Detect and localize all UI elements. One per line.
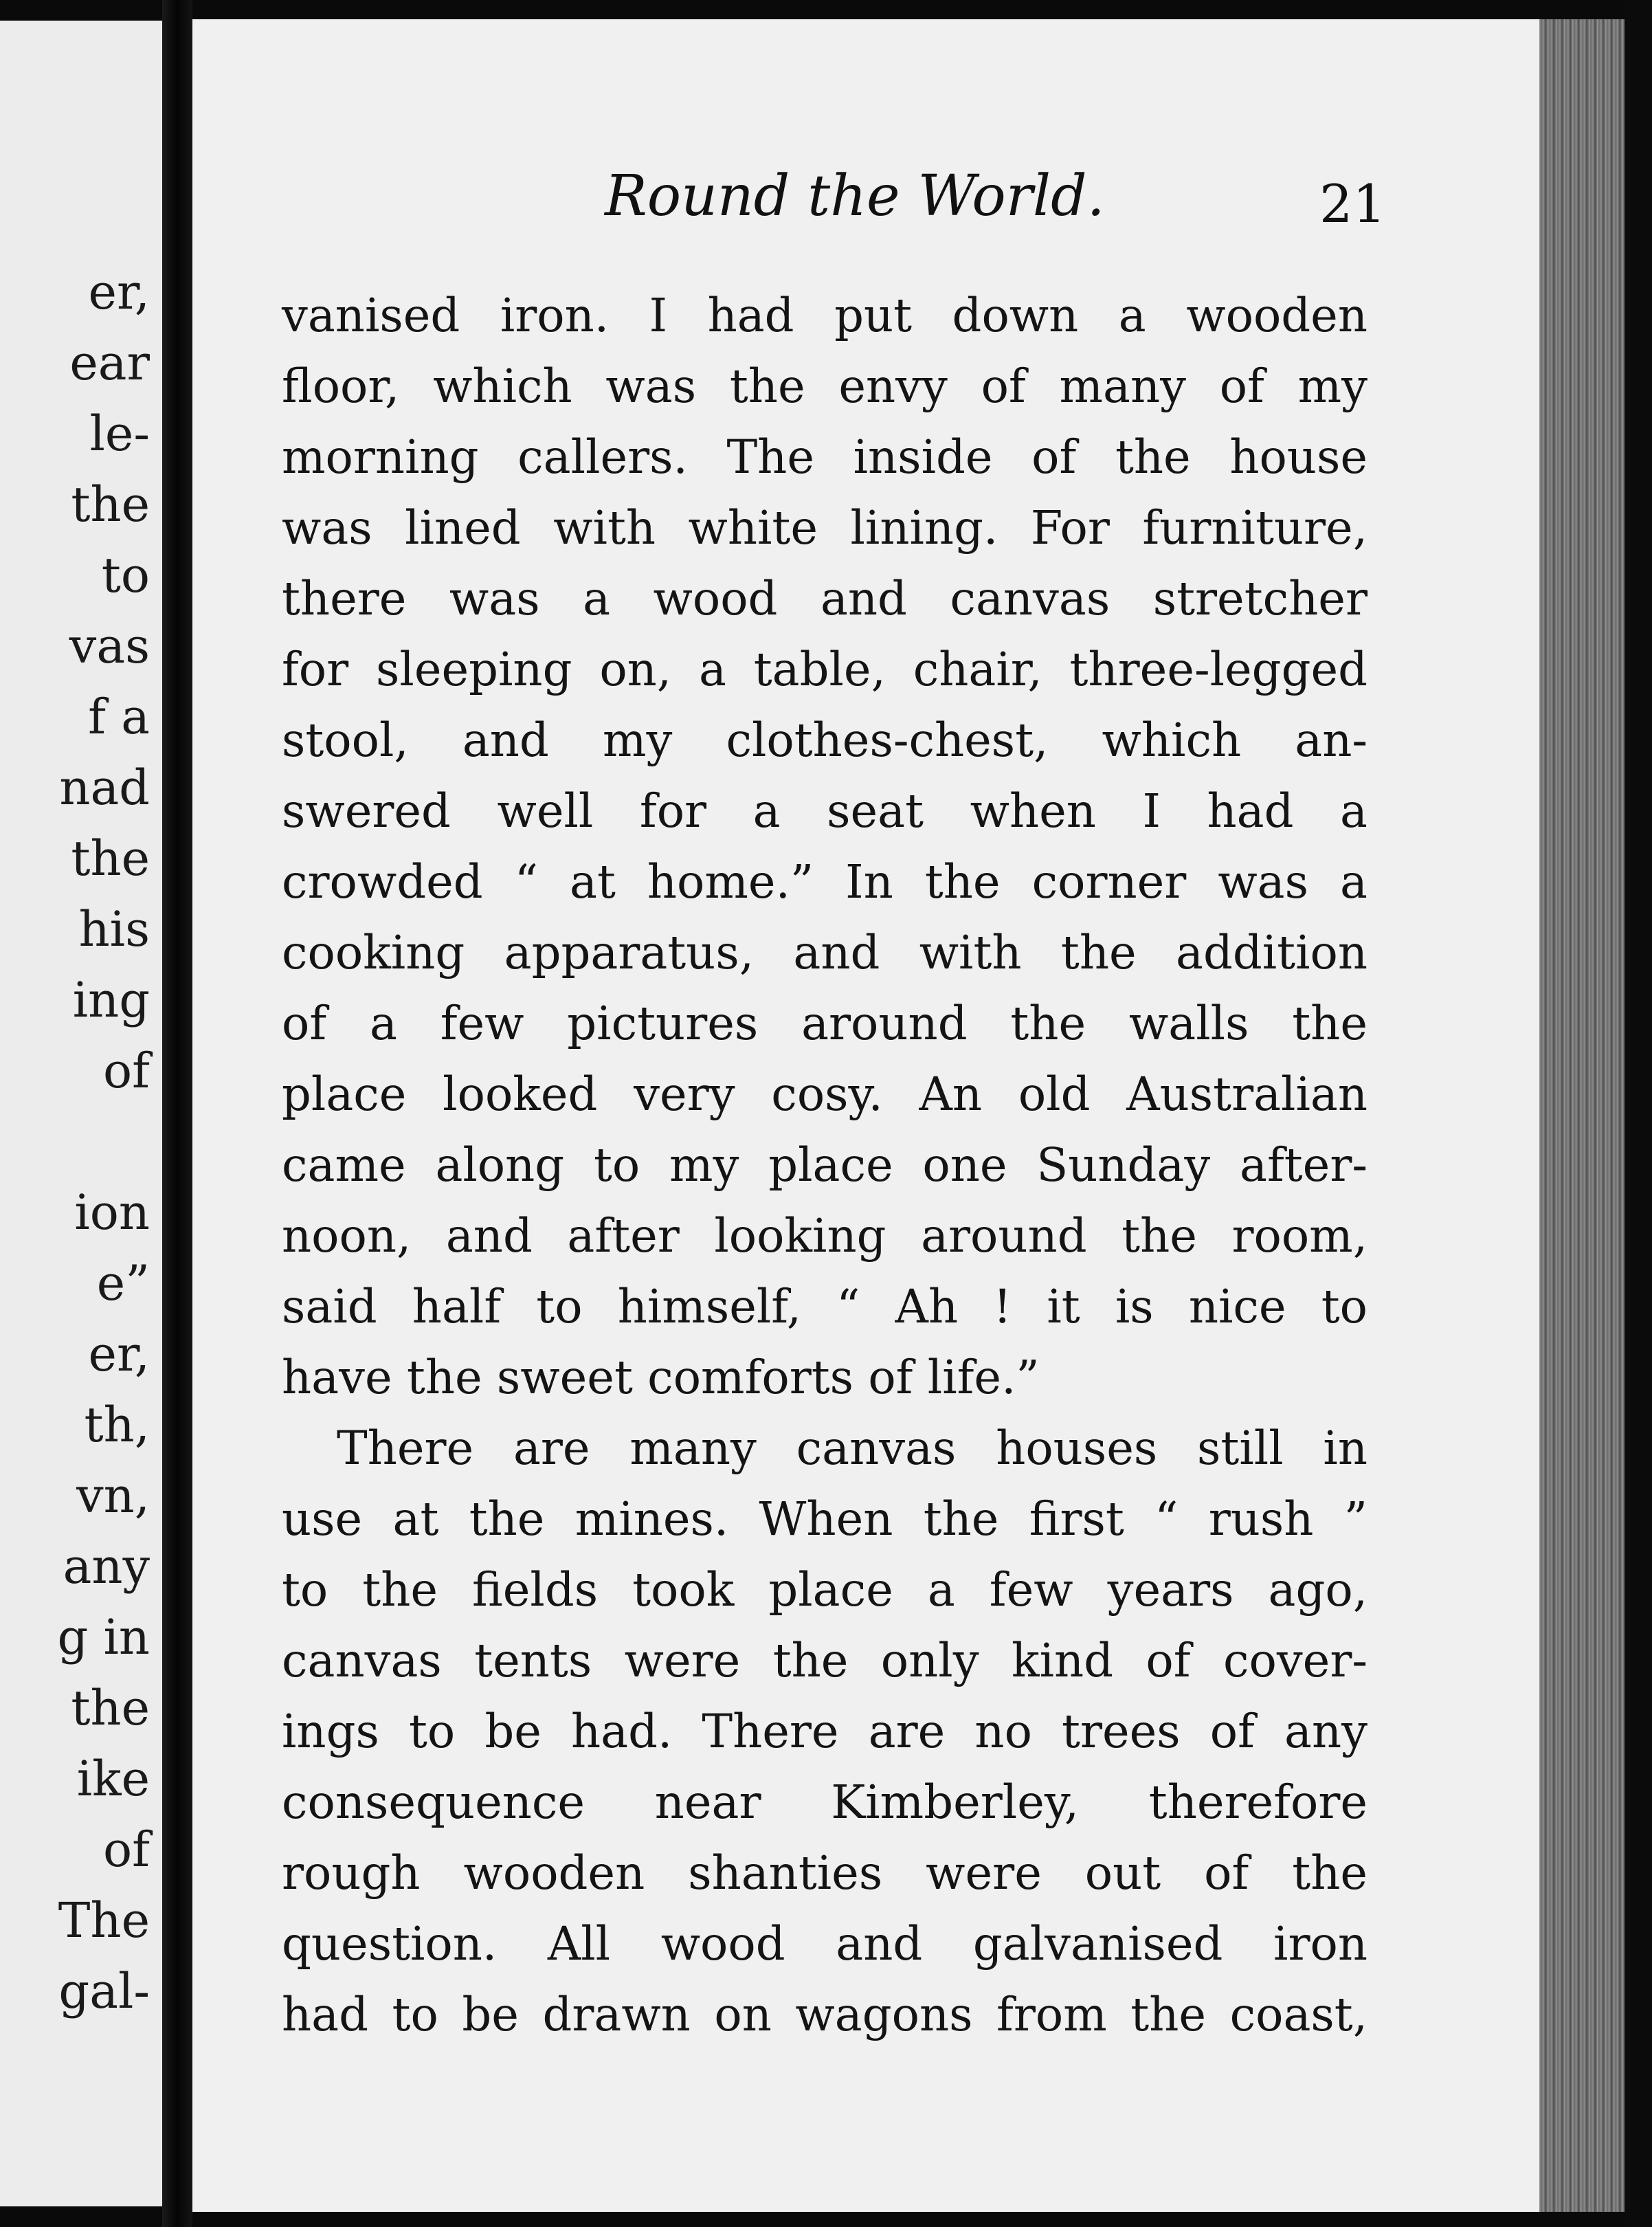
text-line: of a few pictures around the walls the (282, 997, 1368, 1050)
previous-page-fragment (0, 21, 162, 2206)
book-gutter (162, 0, 192, 2227)
previous-page-line: The (58, 1892, 150, 1949)
previous-page-line: of (102, 1043, 150, 1099)
previous-page-line: the (71, 1680, 150, 1736)
previous-page-line: nad (59, 760, 150, 816)
previous-page-line: ing (72, 972, 150, 1028)
paragraph (282, 280, 1368, 1413)
text-line: to the fields took place a few years ago, (282, 1563, 1368, 1617)
running-head-title: Round the World. (605, 164, 1105, 229)
text-line: There are many canvas houses still in (337, 1421, 1368, 1475)
text-line: ings to be had. There are no trees of any (282, 1705, 1368, 1758)
previous-page-line: f a (88, 689, 150, 745)
previous-page-line: vas (69, 618, 150, 674)
previous-page-line: ear (69, 335, 150, 391)
page-number: 21 (1319, 173, 1386, 234)
text-line: cooking apparatus, and with the addition (282, 926, 1368, 979)
text-line: consequence near Kimberley, therefore (282, 1775, 1368, 1829)
book-page (192, 19, 1539, 2212)
text-line: noon, and after looking around the room, (282, 1209, 1368, 1263)
previous-page-line: the (71, 476, 150, 533)
paragraph (282, 1413, 1368, 2050)
previous-page-line: of (102, 1821, 150, 1878)
previous-page-line: ike (76, 1751, 150, 1807)
previous-page-line: e” (96, 1255, 150, 1311)
running-head (192, 157, 1539, 239)
previous-page-line: to (101, 547, 150, 603)
previous-page-line: g in (57, 1609, 150, 1665)
previous-page-line: th, (84, 1397, 150, 1453)
text-line: stool, and my clothes-chest, which an- (282, 713, 1368, 767)
previous-page-line: er, (88, 264, 150, 320)
text-line: said half to himself, “ Ah ! it is nice to (282, 1280, 1368, 1333)
text-line: canvas tents were the only kind of cover- (282, 1634, 1368, 1687)
text-line: swered well for a seat when I had a (282, 784, 1368, 838)
text-line: crowded “ at home.” In the corner was a (282, 855, 1368, 909)
previous-page-line: the (71, 830, 150, 887)
previous-page-line: le- (89, 406, 150, 462)
previous-page-line: ion (74, 1184, 150, 1241)
text-line: use at the mines. When the first “ rush ” (282, 1492, 1368, 1546)
text-line: vanised iron. I had put down a wooden (282, 289, 1368, 342)
text-line: for sleeping on, a table, chair, three-legged (282, 643, 1368, 696)
scan-border (1625, 0, 1652, 2227)
text-line: rough wooden shanties were out of the (282, 1846, 1368, 1900)
page-block-edge (1539, 19, 1625, 2212)
previous-page-line: er, (88, 1326, 150, 1382)
text-line: was lined with white lining. For furniture, (282, 501, 1368, 555)
text-line: place looked very cosy. An old Australian (282, 1067, 1368, 1121)
text-line: there was a wood and canvas stretcher (282, 572, 1368, 625)
previous-page-line: any (63, 1538, 150, 1595)
text-line: floor, which was the envy of many of my (282, 359, 1368, 413)
text-line: question. All wood and galvanised iron (282, 1917, 1368, 1971)
text-line: came along to my place one Sunday after- (282, 1138, 1368, 1192)
text-line: morning callers. The inside of the house (282, 430, 1368, 484)
body-text (282, 280, 1368, 2050)
text-line: have the sweet comforts of life.” (282, 1351, 1040, 1404)
previous-page-line: his (78, 901, 150, 957)
previous-page-line: vn, (76, 1467, 150, 1524)
previous-page-line: gal- (58, 1963, 150, 2019)
text-line: had to be drawn on wagons from the coast, (282, 1988, 1368, 2041)
